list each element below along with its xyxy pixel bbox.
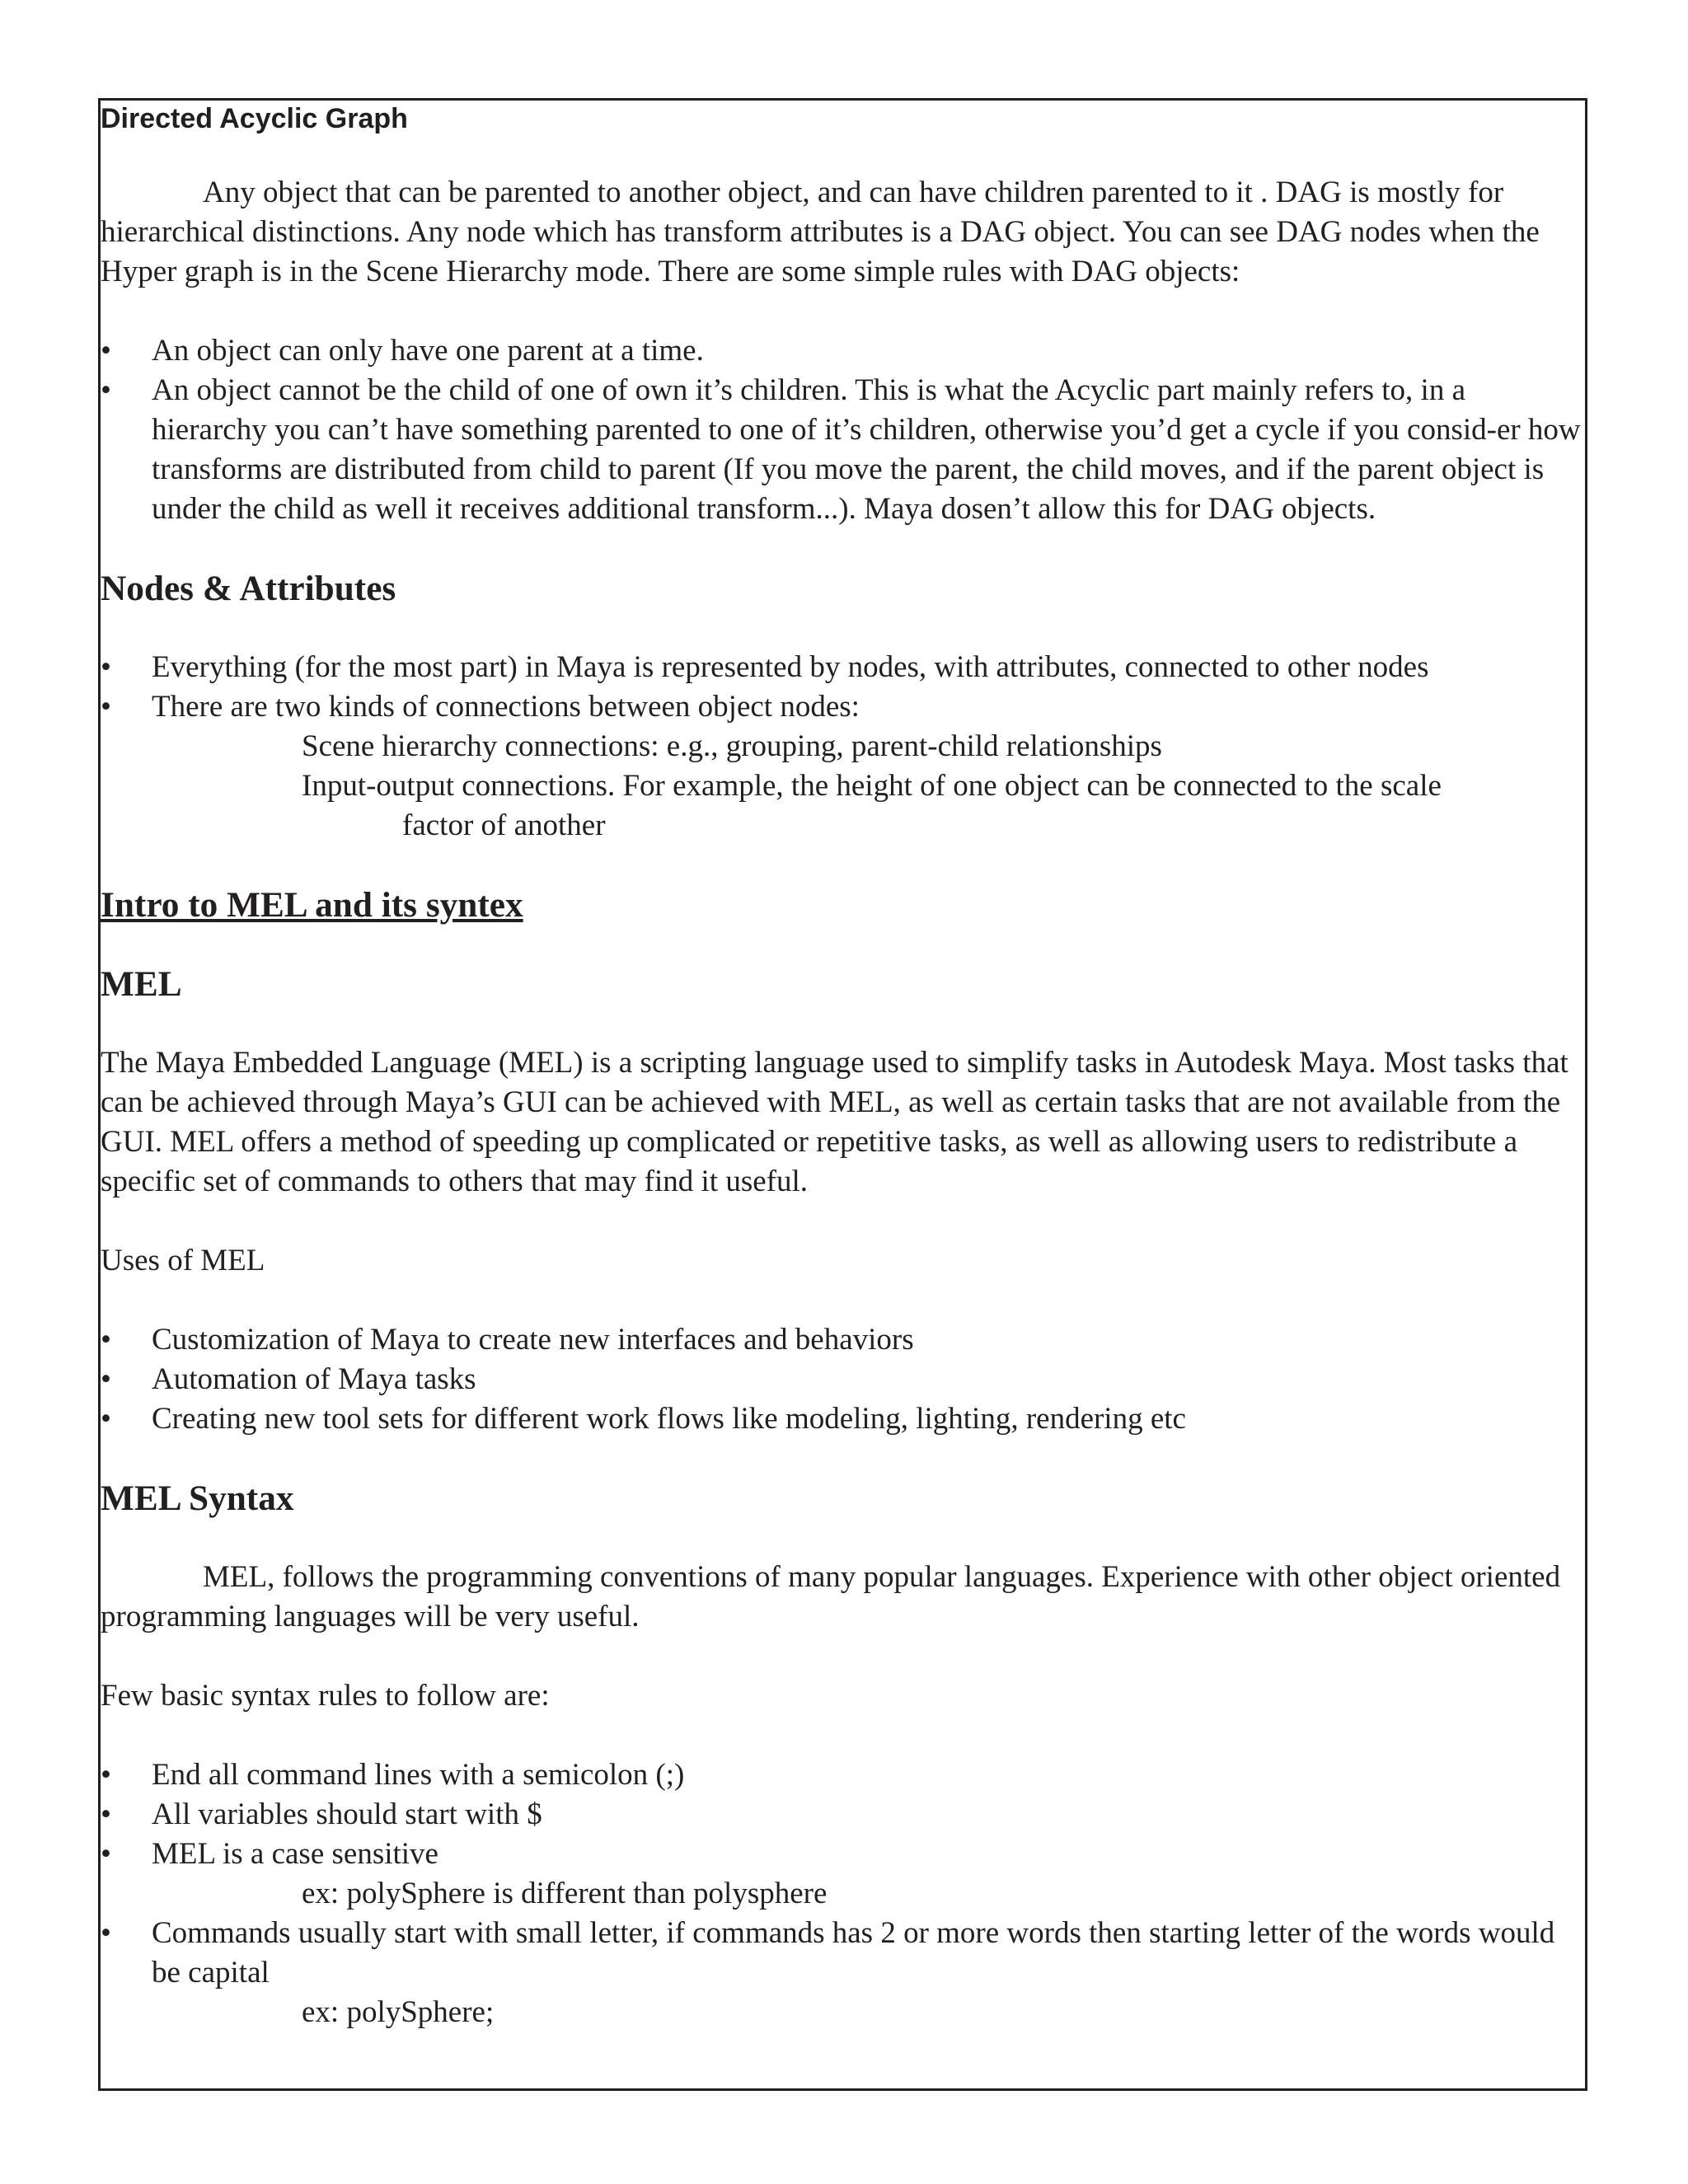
command-naming-example: ex: polySphere;: [302, 1995, 495, 2029]
mel-intro-heading: Intro to MEL and its syntex: [101, 885, 523, 925]
document-body: [101, 101, 1584, 2032]
io-connections-text: Input-output connections. For example, the height of one object can be connected to the scale: [302, 769, 1442, 803]
bullet-icon: •: [101, 373, 111, 407]
nodes-list: [101, 648, 1584, 727]
list-item: • Creating new tool sets for different work flows like modeling, lighting, rendering etc: [101, 1399, 1584, 1439]
bullet-icon: •: [101, 690, 111, 724]
io-connections-continuation: factor of another: [402, 808, 606, 842]
list-item: • All variables should start with $: [101, 1795, 1584, 1835]
bullet-icon: •: [101, 1323, 111, 1357]
case-sensitivity-example: ex: polySphere is different than polysphere: [302, 1877, 828, 1910]
list-item: • There are two kinds of connections between object nodes:: [101, 687, 1584, 727]
bullet-icon: •: [101, 1797, 111, 1831]
list-item: • MEL is a case sensitive ex: polySphere is different than polysphere: [101, 1835, 1584, 1914]
bullet-icon: •: [101, 1837, 111, 1871]
scene-connections-text: Scene hierarchy connections: e.g., grouping, parent-child relationships: [302, 729, 1162, 763]
nodes-heading: Nodes & Attributes: [101, 569, 396, 608]
list-item: • End all command lines with a semicolon (;): [101, 1755, 1584, 1795]
list-item: • An object can only have one parent at a time.: [101, 331, 1584, 371]
list-item: • Automation of Maya tasks: [101, 1360, 1584, 1399]
bullet-icon: •: [101, 650, 111, 684]
dag-intro-paragraph: Any object that can be parented to another object, and can have children parented to it . DAG is mostly for hierarchical distinctions. Any node which has transform attributes is a DAG object. You can see DAG nodes when the Hyper graph is in the Scene Hierarchy mode. There are some simple rules with DAG objects:: [101, 176, 1540, 288]
dag-heading: Directed Acyclic Graph: [101, 103, 408, 134]
syntax-rules-list: [101, 1755, 1584, 2032]
mel-heading: MEL: [101, 964, 182, 1004]
list-item: • Commands usually start with small letter, if commands has 2 or more words then starting letter of the words would be capital ex: polySphere;: [101, 1914, 1584, 2032]
list-item: • Everything (for the most part) in Maya is represented by nodes, with attributes, connected to other nodes: [101, 648, 1584, 687]
list-item: • Customization of Maya to create new interfaces and behaviors: [101, 1320, 1584, 1360]
syntax-rules-label: Few basic syntax rules to follow are:: [101, 1679, 550, 1713]
mel-uses-list: [101, 1320, 1584, 1439]
uses-of-mel-label: Uses of MEL: [101, 1244, 265, 1277]
bullet-icon: •: [101, 1362, 111, 1396]
bullet-icon: •: [101, 1402, 111, 1436]
bullet-icon: •: [101, 1916, 111, 1950]
bullet-icon: •: [101, 334, 111, 368]
mel-syntax-intro-paragraph: MEL, follows the programming conventions of many popular languages. Experience with other object oriented programming languages will be very useful.: [101, 1560, 1561, 1633]
mel-description-paragraph: The Maya Embedded Language (MEL) is a scripting language used to simplify tasks in Autodesk Maya. Most tasks that can be achieved through Maya’s GUI can be achieved with MEL, as well as certain tasks that are not available from the GUI. MEL offers a method of speeding up complicated or repetitive tasks, as well as allowing users to redistribute a specific set of commands to others that may find it useful.: [101, 1046, 1568, 1198]
list-item: • An object cannot be the child of one of own it’s children. This is what the Acyclic part mainly refers to, in a hierarchy you can’t have something parented to one of it’s children, otherwise you’d get a cycle if you consid-er how transforms are distributed from child to parent (If you move the parent, the child moves, and if the parent object is under the child as well it receives additional transform...). Maya dosen’t allow this for DAG objects.: [101, 371, 1584, 529]
mel-syntax-heading: MEL Syntax: [101, 1479, 294, 1518]
dag-rules-list: [101, 331, 1584, 529]
bullet-icon: •: [101, 1758, 111, 1792]
